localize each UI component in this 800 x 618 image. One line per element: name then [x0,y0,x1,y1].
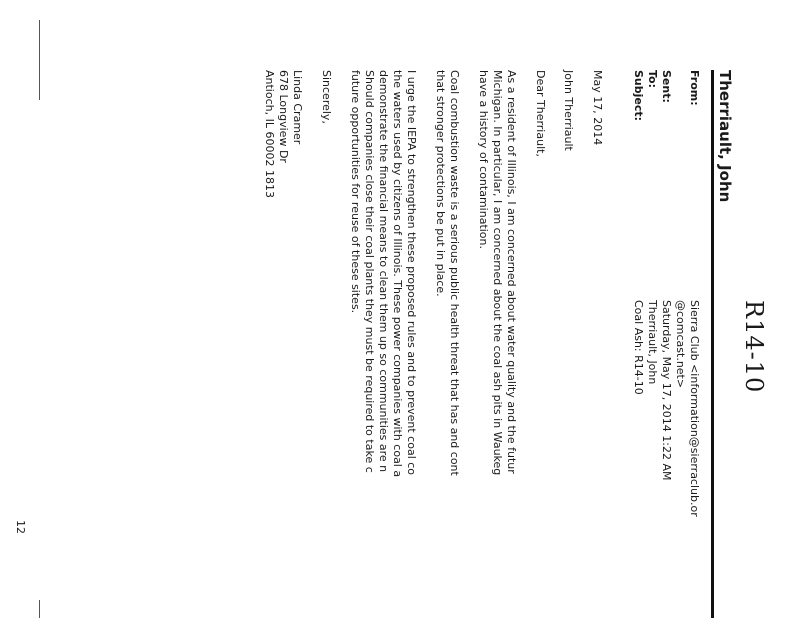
header-from-value: Sierra Club <information@sierraclub.or [688,300,701,517]
header-from-value-2: @comcast.net> [674,300,687,389]
paragraph-3-line: future opportunities for reuse of these sites. [349,70,362,314]
header-sent-label: Sent: [660,70,673,103]
page-number: 12 [14,520,27,534]
paragraph-3-line: I urge the IEPA to strengthen these proposed rules and to prevent coal co [405,70,418,476]
document-code: R14-10 [740,300,768,394]
scan-mark [39,20,40,100]
paragraph-2-line: Coal combustion waste is a serious public health threat that has and cont [448,70,461,476]
letter-recipient: John Therriault [562,70,575,151]
signature-address: 678 Longview Dr [277,70,290,163]
signature-name: Linda Cramer [291,70,304,145]
header-subject-label: Subject: [632,70,645,122]
header-sent-value: Saturday, May 17, 2014 1:22 AM [660,300,673,481]
letter-salutation: Dear Therriault, [534,70,547,157]
paragraph-1-line: Michigan. In particular, I am concerned about the coal ash pits in Waukeg [491,70,504,476]
paragraph-3-line: demonstrate the financial means to clean them up so communities are n [377,70,390,473]
header-subject-value: Coal Ash: R14-10 [632,300,645,395]
signature-city: Antioch, IL 60002 1813 [263,70,276,198]
paragraph-2-line: that stronger protections be put in place. [434,70,447,297]
paragraph-1-line: have a history of contamination. [477,70,490,250]
header-to-value: Therriault, John [646,300,659,385]
heading-rule [711,70,714,618]
paragraph-3-line: the waters used by citizens of Illinois. These power companies with coal a [391,70,404,478]
letter-closing: Sincerely, [320,70,333,124]
letter-date: May 17, 2014 [591,70,604,146]
paragraph-1-line: As a resident of Illinois, I am concerned about water quality and the futur [505,70,518,474]
recipient-heading: Therriault, John [716,70,734,203]
header-to-label: To: [646,70,659,88]
paragraph-3-line: Should companies close their coal plants they must be required to take c [363,70,376,473]
document-page: R14-10 Therriault, John From: Sierra Club <information@sierraclub.or @comcast.net> Sent: Saturday, May 17, 2014 1:22 AM To: Therriault, John Subject: Coal Ash: R14-10 May 17, 2014 John Therriault Dear Therriault, As a resident of Illinois, I am concerned about water quality and the futur Michigan. In particular, I am concerned about the coal ash pits in Waukeg have a history of contamination. Coal combustion waste is a serious public health threat that has and cont that stronger protections be put in place. I urge the IEPA to strengthen these proposed rules and to prevent coal co the waters used by citizens of Illinois. These power companies with coal a demonstrate the financial means to clean them up so communities are n Should companies close their coal plants they must be required to take c future opportunities for reuse of these sites. Sincerely, Linda Cramer 678 Longview Dr Antioch, IL 60002 1813 12 [0,0,800,618]
scan-mark [39,600,40,618]
